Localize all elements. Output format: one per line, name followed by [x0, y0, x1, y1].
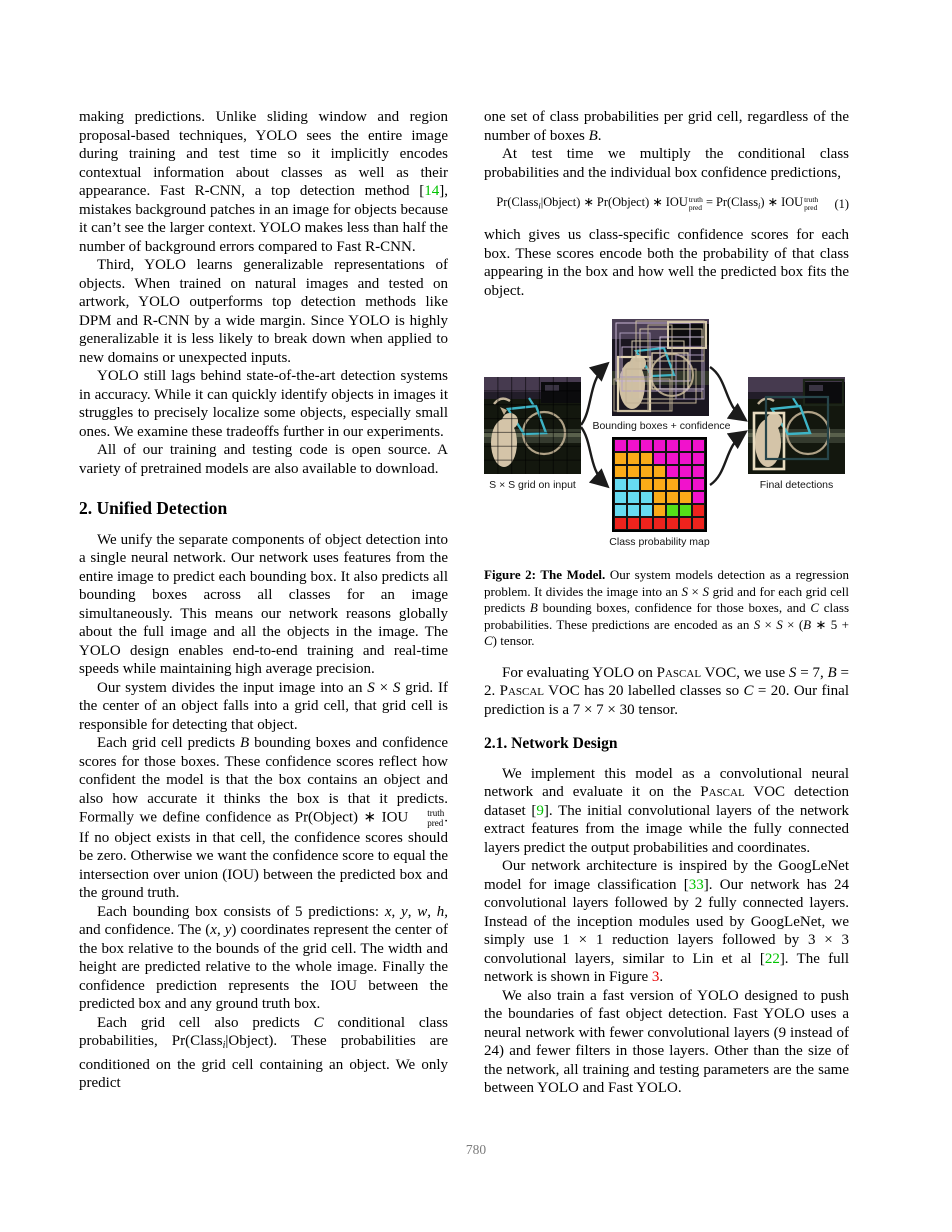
probmap-cell — [666, 452, 679, 465]
probmap-cell — [692, 478, 705, 491]
probmap-cell — [653, 439, 666, 452]
probmap-cell — [627, 517, 640, 530]
figure-2-model-diagram — [484, 317, 849, 555]
paragraph: For evaluating YOLO on Pascal VOC, we use S = 7, B = 2. Pascal VOC has 20 labelled classes so C = 20. Our final prediction is a 7 × 7 × 30 tensor. — [484, 664, 849, 718]
probmap-cell — [640, 452, 653, 465]
probmap-cell — [640, 465, 653, 478]
probmap-cell — [679, 452, 692, 465]
right-column — [484, 108, 849, 1098]
probmap-cell — [653, 452, 666, 465]
paragraph: Our system divides the input image into an S × S grid. If the center of an object falls into a grid cell, that grid cell is responsible for detecting that object. — [79, 679, 448, 733]
paragraph: At test time we multiply the conditional class probabilities and the individual box confidence predictions, — [484, 146, 849, 181]
probmap-cell — [692, 465, 705, 478]
probmap-cell — [679, 491, 692, 504]
label-class-probability-map: Class probability map — [609, 536, 710, 549]
probmap-cell — [627, 465, 640, 478]
paragraph: Third, YOLO learns generalizable representations of objects. When trained on natural images and tested on artwork, YOLO outperforms top detection methods like DPM and R-CNN by a wide margin. Since YOLO is highly generalizable it is less likely to break down when applied to new domains or unexpected inputs. — [79, 257, 448, 366]
probmap-cell — [679, 465, 692, 478]
probmap-cell — [666, 491, 679, 504]
probmap-cell — [666, 465, 679, 478]
probmap-cell — [627, 439, 640, 452]
paragraph: making predictions. Unlike sliding window and region proposal-based techniques, YOLO sees the entire image during training and test time so it implicitly encodes contextual information about classes as well as their appearance. Fast R-CNN, a top detection method [14], mistakes background patches in an image for objects because it can’t see the larger context. YOLO makes less than half the number of background errors compared to Fast R-CNN. — [79, 109, 448, 255]
probmap-cell — [666, 517, 679, 530]
probmap-cell — [692, 439, 705, 452]
subsection-heading-network-design: 2.1. Network Design — [484, 735, 618, 753]
figure-2-caption: Figure 2: The Model. Our system models detection as a regression problem. It divides the image into an S × S grid and for each grid cell predicts B bounding boxes, confidence for those boxes, and C class probabilities. These predictions are encoded as an S × S × (B ∗ 5 + C) tensor. — [484, 567, 849, 649]
probmap-cell — [653, 491, 666, 504]
probmap-cell — [666, 478, 679, 491]
probmap-cell — [679, 517, 692, 530]
paragraph: We also train a fast version of YOLO designed to push the boundaries of fast object detection. Fast YOLO uses a neural network with fewer convolutional layers (9 instead of 24) and fewer filters in those layers. Other than the size of the network, all training and testing parameters are the same between YOLO and Fast YOLO. — [484, 987, 849, 1097]
bounding-boxes-image — [612, 319, 709, 416]
probmap-cell — [640, 517, 653, 530]
class-probability-map — [612, 437, 707, 532]
equation-body: Pr(Class$_i$|Object) ∗ Pr(Object) ∗ IOU truth pred = Pr(Class$_i$) ∗ IOU truth pred — [496, 194, 819, 213]
paragraph: Each grid cell also predicts C conditional class probabilities, Pr(Class$_i$|Object). These probabilities are conditioned on the grid cell containing an object. We only predict — [79, 1014, 448, 1092]
probmap-cell — [627, 478, 640, 491]
page-number: 780 — [465, 1142, 487, 1157]
probmap-cell — [692, 504, 705, 517]
probmap-cell — [653, 465, 666, 478]
paragraph: Each bounding box consists of 5 predictions: x, y, w, h, and confidence. The (x, y) coordinates represent the center of the box relative to the bounds of the grid cell. The width and height are predicted relative to the whole image. Finally the confidence prediction represents the IOU between the predicted box and any ground truth box. — [79, 903, 449, 1013]
label-bounding-boxes: Bounding boxes + confidence — [592, 420, 731, 433]
paragraph: one set of class probabilities per grid cell, regardless of the number of boxes B. — [484, 109, 849, 144]
probmap-cell — [679, 504, 692, 517]
probmap-cell — [666, 439, 679, 452]
probmap-cell — [614, 478, 627, 491]
probmap-cell — [679, 439, 692, 452]
paragraph: We implement this model as a convolutional neural network and evaluate it on the Pascal VOC detection dataset [9]. The initial convolutional layers of the network extract features from the image while the fully connected layers predict the output probabilities and coordinates. — [484, 765, 850, 856]
probmap-cell — [692, 517, 705, 530]
probmap-cell — [614, 504, 627, 517]
final-detections-image — [748, 377, 845, 474]
paragraph: We unify the separate components of object detection into a single neural network. Our network uses features from the entire image to predict each bounding box. It also predicts all bounding boxes across all classes for an image simultaneously. This means our network reasons globally about the full image and all the objects in the image. The YOLO design enables end-to-end training and real-time speeds while maintaining high average precision. — [79, 531, 448, 677]
probmap-cell — [653, 478, 666, 491]
probmap-cell — [614, 452, 627, 465]
paragraph: Each grid cell predicts B bounding boxes and confidence scores for those boxes. These confidence scores reflect how confident the model is that the box contains an object and also how accurate it thinks the box is that it predicts. Formally we define confidence as Pr(Object) ∗ IOU truth pred . If no object exists in that cell, the confidence scores should be zero. Otherwise we want the confidence score to equal the intersection over union (IOU) between the predicted box and the ground truth. — [79, 735, 448, 902]
probmap-cell — [653, 504, 666, 517]
probmap-cell — [640, 491, 653, 504]
photo-with-candidate-boxes — [612, 319, 709, 416]
probmap-cell — [653, 517, 666, 530]
probmap-cell — [679, 478, 692, 491]
probmap-cell — [614, 465, 627, 478]
probmap-cell — [627, 491, 640, 504]
photo-with-final-boxes — [748, 377, 845, 474]
probmap-cell — [640, 504, 653, 517]
label-final-detections: Final detections — [759, 479, 834, 492]
probmap-cell — [640, 478, 653, 491]
left-column — [79, 108, 448, 1093]
section-heading-unified-detection: 2. Unified Detection — [79, 498, 228, 518]
equation-1 — [484, 193, 849, 215]
probmap-cell — [692, 452, 705, 465]
probmap-cell — [614, 491, 627, 504]
paragraph: which gives us class-specific confidence scores for each box. These scores encode both the probability of that class appearing in the box and how well the predicted box fits the object. — [484, 227, 849, 299]
probmap-cell — [614, 439, 627, 452]
probmap-cell — [692, 491, 705, 504]
probmap-cell — [666, 504, 679, 517]
probmap-cell — [627, 504, 640, 517]
paragraph: Our network architecture is inspired by the GoogLeNet model for image classification [33]. Our network has 24 convolutional layers followed by 2 fully connected layers. Instead of the inception modules used by GoogLeNet, we simply use 1 × 1 reduction layers followed by 3 × 3 convolutional layers, similar to Lin et al [22]. The full network is shown in Figure 3. — [484, 858, 849, 986]
probmap-cell — [614, 517, 627, 530]
label-sxs-grid: S × S grid on input — [489, 479, 576, 492]
probmap-cell — [640, 439, 653, 452]
equation-number: (1) — [834, 196, 849, 211]
paragraph: YOLO still lags behind state-of-the-art detection systems in accuracy. While it can quickly identify objects in images it struggles to precisely localize some objects, especially small ones. We examine these tradeoffs further in our experiments. — [79, 368, 448, 440]
paragraph: All of our training and testing code is open source. A variety of pretrained models are also available to download. — [79, 442, 448, 477]
probmap-cell — [627, 452, 640, 465]
